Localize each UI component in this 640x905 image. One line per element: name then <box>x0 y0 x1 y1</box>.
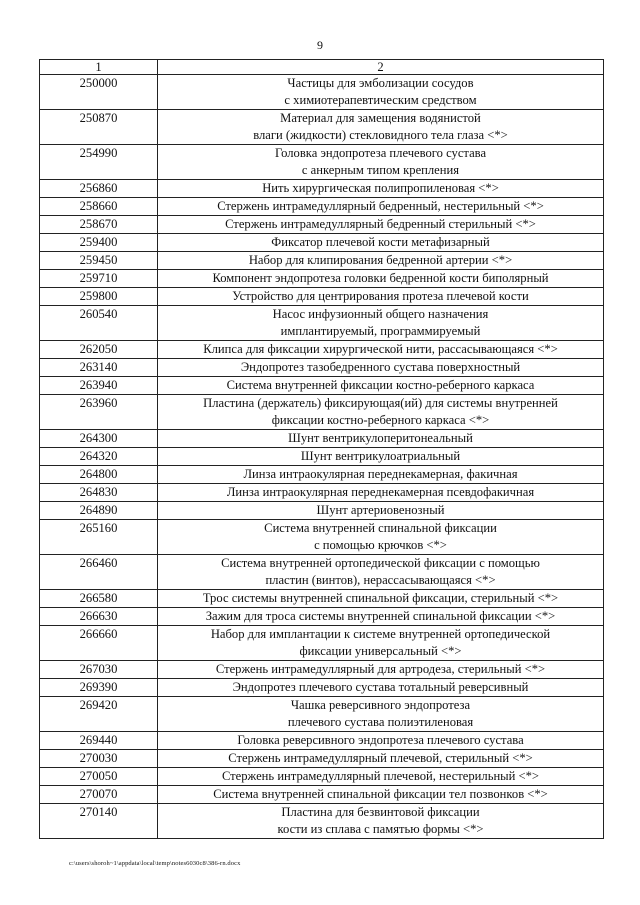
row-name: Эндопротез плечевого сустава тотальный реверсивный <box>158 679 604 697</box>
row-name: Фиксатор плечевой кости метафизарный <box>158 234 604 252</box>
row-code: 267030 <box>40 661 158 679</box>
row-name: Эндопротез тазобедренного сустава поверхностный <box>158 359 604 377</box>
table-row <box>40 252 604 270</box>
row-name: Материал для замещения водянистой влаги (жидкости) стекловидного тела глаза <*> <box>158 110 604 145</box>
row-code: 264890 <box>40 502 158 520</box>
table-row <box>40 626 604 661</box>
table-row <box>40 590 604 608</box>
row-code: 264830 <box>40 484 158 502</box>
row-code: 256860 <box>40 180 158 198</box>
row-name: Устройство для центрирования протеза плечевой кости <box>158 288 604 306</box>
row-code: 258660 <box>40 198 158 216</box>
row-name: Шунт вентрикулоперитонеальный <box>158 430 604 448</box>
row-code: 266580 <box>40 590 158 608</box>
row-name: Линза интраокулярная переднекамерная, факичная <box>158 466 604 484</box>
row-code: 250000 <box>40 75 158 110</box>
row-code: 270140 <box>40 804 158 839</box>
row-name: Стержень интрамедуллярный плечевой, стерильный <*> <box>158 750 604 768</box>
row-code: 259710 <box>40 270 158 288</box>
table-row <box>40 198 604 216</box>
row-code: 260540 <box>40 306 158 341</box>
row-code: 259800 <box>40 288 158 306</box>
table-row <box>40 679 604 697</box>
row-code: 269390 <box>40 679 158 697</box>
row-code: 264300 <box>40 430 158 448</box>
row-code: 269420 <box>40 697 158 732</box>
table-row <box>40 448 604 466</box>
row-name: Головка реверсивного эндопротеза плечевого сустава <box>158 732 604 750</box>
row-code: 264800 <box>40 466 158 484</box>
header-name: 2 <box>158 60 604 75</box>
table-row <box>40 484 604 502</box>
table-row <box>40 395 604 430</box>
row-code: 263140 <box>40 359 158 377</box>
row-code: 266660 <box>40 626 158 661</box>
row-name: Стержень интрамедуллярный для артродеза, стерильный <*> <box>158 661 604 679</box>
table-row <box>40 555 604 590</box>
row-name: Пластина для безвинтовой фиксации кости из сплава с памятью формы <*> <box>158 804 604 839</box>
row-name: Стержень интрамедуллярный бедренный, нестерильный <*> <box>158 198 604 216</box>
page-number: 9 <box>317 38 323 52</box>
table-row <box>40 697 604 732</box>
row-code: 259450 <box>40 252 158 270</box>
row-code: 250870 <box>40 110 158 145</box>
row-name: Стержень интрамедуллярный бедренный стерильный <*> <box>158 216 604 234</box>
table-row <box>40 377 604 395</box>
table-row <box>40 608 604 626</box>
row-code: 254990 <box>40 145 158 180</box>
row-code: 266460 <box>40 555 158 590</box>
row-name: Компонент эндопротеза головки бедренной кости биполярный <box>158 270 604 288</box>
table-row <box>40 216 604 234</box>
row-code: 266630 <box>40 608 158 626</box>
row-name: Трос системы внутренней спинальной фиксации, стерильный <*> <box>158 590 604 608</box>
row-code: 263940 <box>40 377 158 395</box>
table-row <box>40 306 604 341</box>
row-name: Чашка реверсивного эндопротеза плечевого сустава полиэтиленовая <box>158 697 604 732</box>
header-code: 1 <box>40 60 158 75</box>
table-row <box>40 786 604 804</box>
row-code: 265160 <box>40 520 158 555</box>
table-row <box>40 288 604 306</box>
row-code: 263960 <box>40 395 158 430</box>
table-row <box>40 75 604 110</box>
row-code: 264320 <box>40 448 158 466</box>
table-row <box>40 520 604 555</box>
codes-table <box>39 59 604 839</box>
table-row <box>40 804 604 839</box>
row-name: Система внутренней спинальной фиксации с помощью крючков <*> <box>158 520 604 555</box>
row-code: 258670 <box>40 216 158 234</box>
table-row <box>40 502 604 520</box>
table-row <box>40 768 604 786</box>
row-code: 259400 <box>40 234 158 252</box>
table-row <box>40 270 604 288</box>
row-code: 270050 <box>40 768 158 786</box>
footer-file-path: c:\users\shoroh~1\appdata\local\temp\notes6030c8\386-rn.docx <box>69 860 241 867</box>
row-name: Частицы для эмболизации сосудов с химиотерапевтическим средством <box>158 75 604 110</box>
table-row <box>40 180 604 198</box>
table-row <box>40 466 604 484</box>
table-row <box>40 430 604 448</box>
row-name: Шунт артериовенозный <box>158 502 604 520</box>
table-row <box>40 145 604 180</box>
row-name: Головка эндопротеза плечевого сустава с анкерным типом крепления <box>158 145 604 180</box>
row-name: Клипса для фиксации хирургической нити, рассасывающаяся <*> <box>158 341 604 359</box>
row-name: Система внутренней спинальной фиксации тел позвонков <*> <box>158 786 604 804</box>
row-name: Система внутренней ортопедической фиксации с помощью пластин (винтов), нерассасывающаяся <*> <box>158 555 604 590</box>
table-row <box>40 341 604 359</box>
row-name: Пластина (держатель) фиксирующая(ий) для системы внутренней фиксации костно-реберного каркаса <*> <box>158 395 604 430</box>
row-name: Система внутренней фиксации костно-реберного каркаса <box>158 377 604 395</box>
row-name: Набор для имплантации к системе внутренней ортопедической фиксации универсальный <*> <box>158 626 604 661</box>
row-name: Шунт вентрикулоатриальный <box>158 448 604 466</box>
table-row <box>40 110 604 145</box>
row-name: Насос инфузионный общего назначения имплантируемый, программируемый <box>158 306 604 341</box>
row-name: Зажим для троса системы внутренней спинальной фиксации <*> <box>158 608 604 626</box>
table-row <box>40 750 604 768</box>
table-row <box>40 661 604 679</box>
row-name: Набор для клипирования бедренной артерии <*> <box>158 252 604 270</box>
row-name: Стержень интрамедуллярный плечевой, нестерильный <*> <box>158 768 604 786</box>
table-row <box>40 234 604 252</box>
table-row <box>40 359 604 377</box>
row-code: 269440 <box>40 732 158 750</box>
row-name: Линза интраокулярная переднекамерная псевдофакичная <box>158 484 604 502</box>
row-code: 270030 <box>40 750 158 768</box>
row-code: 270070 <box>40 786 158 804</box>
row-code: 262050 <box>40 341 158 359</box>
table-header-row <box>40 60 604 75</box>
table-row <box>40 732 604 750</box>
row-name: Нить хирургическая полипропиленовая <*> <box>158 180 604 198</box>
